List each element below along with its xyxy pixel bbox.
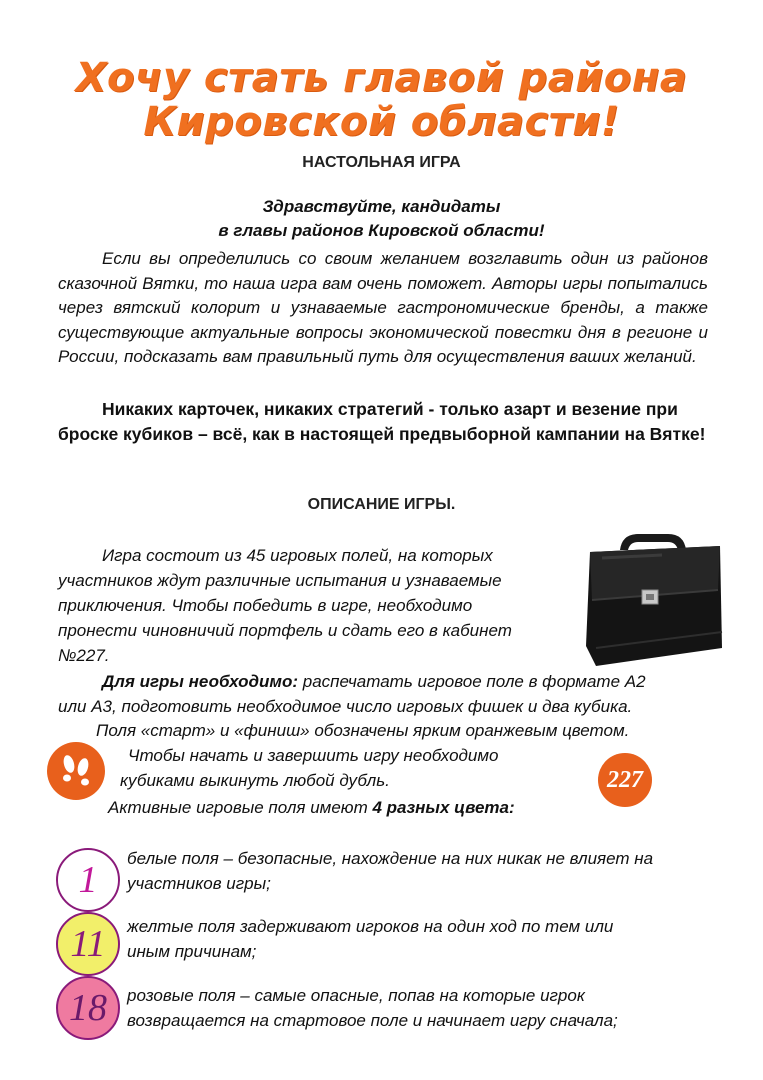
requirements-line3: Поля «старт» и «финиш» обозначены ярким оранжевым цветом. xyxy=(96,721,630,740)
colors-intro-text: Активные игровые поля имеют xyxy=(108,798,373,817)
description-line: участников ждут различные испытания и узнаваемые xyxy=(58,571,502,590)
colors-intro xyxy=(108,798,515,818)
legend-white-badge: 1 xyxy=(56,848,120,912)
start-rule-line2: кубиками выкинуть любой дубль. xyxy=(120,771,390,790)
page-title-line2: Кировской области! xyxy=(143,99,620,145)
legend-yellow-badge: 11 xyxy=(56,912,120,976)
requirements-line2: или А3, подготовить необходимое число игровых фишек и два кубика. xyxy=(58,697,633,716)
legend-pink-line1: розовые поля – самые опасные, попав на которые игрок xyxy=(127,986,585,1005)
legend-white-line2: участников игры; xyxy=(127,874,271,893)
description-line: №227. xyxy=(58,646,110,665)
legend-yellow-line1: желтые поля задерживают игроков на один ход по тем или xyxy=(127,917,614,936)
description-line: приключения. Чтобы победить в игре, необходимо xyxy=(58,596,473,615)
requirements-line1 xyxy=(102,672,646,692)
greeting-line1: Здравствуйте, кандидаты xyxy=(262,197,501,216)
page-title-line1: Хочу стать главой района xyxy=(75,55,688,101)
office-227-badge: 227 xyxy=(598,753,652,807)
legend-pink-line2: возвращается на стартовое поле и начинает игру сначала; xyxy=(127,1011,618,1030)
description-heading: ОПИСАНИЕ ИГРЫ. xyxy=(307,496,456,513)
footprints-icon xyxy=(47,742,105,800)
start-rule-line1: Чтобы начать и завершить игру необходимо xyxy=(128,746,499,765)
legend-pink-badge: 18 xyxy=(56,976,120,1040)
bold-paragraph: Никаких карточек, никаких стратегий - только азарт и везение при броске кубиков – всё, как в настоящей предвыборной кампании на Вятке! xyxy=(58,399,706,444)
description-line: пронести чиновничий портфель и сдать его в кабинет xyxy=(58,621,512,640)
greeting-line2: в главы районов Кировской области! xyxy=(218,221,545,240)
briefcase-image xyxy=(582,528,724,668)
legend-yellow-line2: иным причинам; xyxy=(127,942,257,961)
intro-paragraph: Если вы определились со своим желанием возглавить один из районов сказочной Вятки, то наша игра вам очень поможет. Авторы игры попытались через вятский колорит и узнаваемые гастрономические бренды, а также существующие актуальные вопросы экономической повестки дня в регионе и России, подсказать вам правильный путь для осуществления ваших желаний. xyxy=(58,249,708,366)
legend-white-line1: белые поля – безопасные, нахождение на них никак не влияет на xyxy=(127,849,654,868)
colors-intro-bold: 4 разных цвета: xyxy=(372,798,515,817)
requirements-text: распечатать игровое поле в формате А2 xyxy=(298,672,646,691)
subtitle: НАСТОЛЬНАЯ ИГРА xyxy=(302,154,461,171)
description-line: Игра состоит из 45 игровых полей, на которых xyxy=(102,546,493,565)
requirements-label: Для игры необходимо: xyxy=(102,672,299,691)
